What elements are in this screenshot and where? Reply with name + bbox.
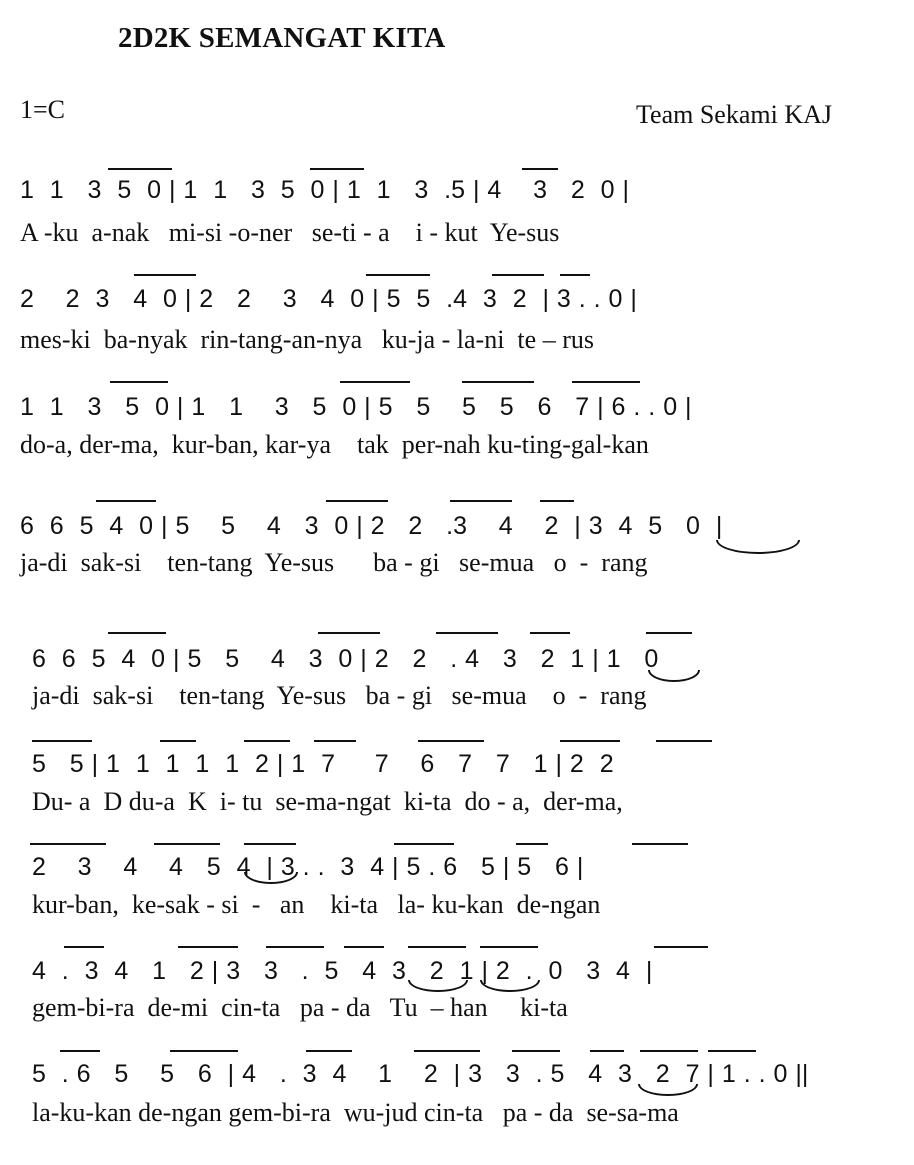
- lyrics-line-3: do-a, der-ma, kur-ban, kar-ya tak per-nah ku-ting-gal-kan: [20, 430, 649, 459]
- beam: [640, 1050, 698, 1052]
- slur: [648, 670, 700, 682]
- beam: [64, 946, 104, 948]
- beam: [522, 168, 558, 170]
- beam: [516, 843, 548, 845]
- beam: [154, 843, 220, 845]
- beam: [492, 274, 544, 276]
- lyrics-line-6: Du- a D du-a K i- tu se-ma-ngat ki-ta do - a, der-ma,: [32, 787, 623, 816]
- notation-line-3: 1 1 3 5 0 | 1 1 3 5 0 | 5 5 5 5 6 7 | 6 . . 0 |: [20, 393, 692, 421]
- notation-line-7: 2 3 4 4 5 4 | 3 . . 3 4 | 5 . 6 5 | 5 6 |: [32, 853, 584, 881]
- lyrics-line-7: kur-ban, ke-sak - si - an ki-ta la- ku-kan de-ngan: [32, 890, 601, 919]
- beam: [160, 740, 196, 742]
- beam: [134, 274, 196, 276]
- beam: [178, 946, 238, 948]
- beam: [32, 740, 92, 742]
- beam: [310, 168, 364, 170]
- beam: [366, 274, 430, 276]
- notation-line-8: 4 . 3 4 1 2 | 3 3 . 5 4 3 2 1 | 2 . 0 3 4 |: [32, 957, 653, 985]
- lyrics-line-5: ja-di sak-si ten-tang Ye-sus ba - gi se-mua o - rang: [32, 681, 647, 710]
- beam: [110, 381, 168, 383]
- beam: [108, 168, 172, 170]
- beam: [560, 740, 620, 742]
- song-title: 2D2K SEMANGAT KITA: [118, 22, 446, 54]
- notation-line-2: 2 2 3 4 0 | 2 2 3 4 0 | 5 5 .4 3 2 | 3 . . 0 |: [20, 285, 637, 313]
- beam: [646, 632, 692, 634]
- beam: [656, 740, 712, 742]
- beam: [306, 1050, 352, 1052]
- beam: [170, 1050, 238, 1052]
- beam: [340, 381, 410, 383]
- beam: [560, 274, 590, 276]
- beam: [540, 500, 574, 502]
- beam: [108, 632, 166, 634]
- slur: [408, 980, 468, 992]
- slur: [716, 540, 800, 554]
- slur: [638, 1084, 698, 1096]
- lyrics-line-4: ja-di sak-si ten-tang Ye-sus ba - gi se-mua o - rang: [20, 548, 648, 577]
- beam: [394, 843, 454, 845]
- beam: [462, 381, 534, 383]
- beam: [512, 1050, 560, 1052]
- notation-line-1: 1 1 3 5 0 | 1 1 3 5 0 | 1 1 3 .5 | 4 3 2 0 |: [20, 176, 629, 204]
- lyrics-line-9: la-ku-kan de-ngan gem-bi-ra wu-jud cin-ta pa - da se-sa-ma: [32, 1098, 679, 1127]
- slur: [244, 872, 298, 884]
- beam: [244, 843, 296, 845]
- beam: [96, 500, 156, 502]
- slur: [480, 980, 540, 992]
- notation-line-9: 5 . 6 5 5 6 | 4 . 3 4 1 2 | 3 3 . 5 4 3 2 7 | 1 . . 0 ||: [32, 1060, 809, 1088]
- notation-line-5: 6 6 5 4 0 | 5 5 4 3 0 | 2 2 . 4 3 2 1 | 1 0: [32, 645, 659, 673]
- notation-line-4: 6 6 5 4 0 | 5 5 4 3 0 | 2 2 .3 4 2 | 3 4 5 0 |: [20, 512, 723, 540]
- beam: [632, 843, 688, 845]
- beam: [266, 946, 324, 948]
- lyrics-line-8: gem-bi-ra de-mi cin-ta pa - da Tu – han ki-ta: [32, 993, 568, 1022]
- beam: [314, 740, 356, 742]
- beam: [450, 500, 512, 502]
- beam: [708, 1050, 756, 1052]
- key-signature: 1=C: [20, 95, 66, 124]
- notation-line-6: 5 5 | 1 1 1 1 1 2 | 1 7 7 6 7 7 1 | 2 2: [32, 750, 614, 778]
- beam: [30, 843, 106, 845]
- beam: [418, 740, 484, 742]
- beam: [244, 740, 290, 742]
- beam: [414, 1050, 480, 1052]
- beam: [408, 946, 466, 948]
- beam: [436, 632, 498, 634]
- beam: [530, 632, 570, 634]
- beam: [480, 946, 538, 948]
- beam: [326, 500, 388, 502]
- beam: [654, 946, 708, 948]
- lyrics-line-1: A -ku a-nak mi-si -o-ner se-ti - a i - kut Ye-sus: [20, 218, 560, 247]
- beam: [60, 1050, 100, 1052]
- beam: [344, 946, 384, 948]
- beam: [572, 381, 640, 383]
- lyrics-line-2: mes-ki ba-nyak rin-tang-an-nya ku-ja - la-ni te – rus: [20, 325, 594, 354]
- composer-credit: Team Sekami KAJ: [635, 100, 832, 129]
- beam: [590, 1050, 624, 1052]
- beam: [318, 632, 380, 634]
